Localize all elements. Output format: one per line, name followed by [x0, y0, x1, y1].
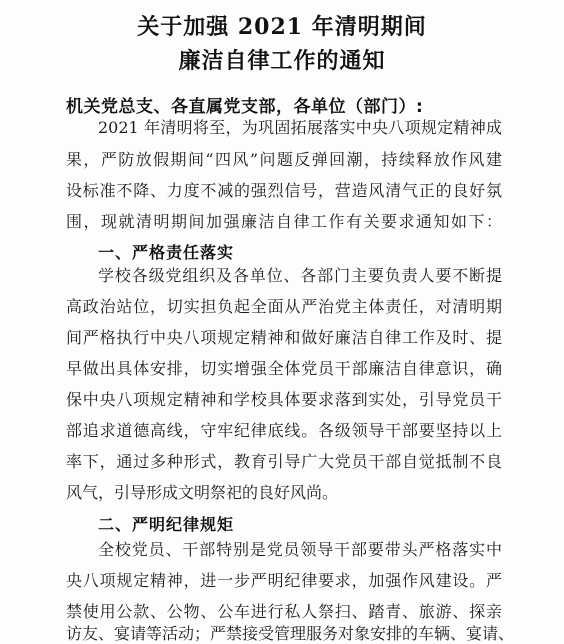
section-line: 央八项规定精神，进一步严明纪律要求，加强作风建设。严	[66, 571, 502, 590]
document-title-line-2: 廉洁自律工作的通知	[178, 48, 386, 74]
section-line: 早做出具体安排，切实增强全体党员干部廉洁自律意识，确	[66, 359, 502, 378]
section-line: 风气，引导形成文明祭祀的良好风尚。	[66, 483, 339, 502]
intro-line: 2021 年清明将至，为巩固拓展落实中央八项规定精神成	[98, 118, 502, 137]
section-line: 部追求道德高线，守牢纪律底线。各级领导干部要坚持以上	[66, 421, 502, 440]
section-line: 学校各级党组织及各单位、各部门主要负责人要不断提	[98, 266, 502, 285]
intro-line: 果，严防放假期间“四风”问题反弹回潮，持续释放作风建	[66, 150, 502, 169]
section-heading: 一、严格责任落实	[98, 243, 235, 262]
section-line: 高政治站位，切实担负起全面从严治党主体责任，对清明期	[66, 297, 502, 316]
section-line: 率下，通过多种形式，教育引导广大党员干部自觉抵制不良	[66, 452, 502, 471]
section-line: 访友、宴请等活动；严禁接受管理服务对象安排的车辆、宴请、	[66, 624, 515, 643]
section-line: 间严格执行中央八项规定精神和做好廉洁自律工作及时、提	[66, 328, 502, 347]
section-line: 禁使用公款、公物、公车进行私人祭扫、踏青、旅游、探亲	[66, 602, 502, 621]
intro-line: 围，现就清明期间加强廉洁自律工作有关要求通知如下：	[66, 212, 502, 231]
section-heading: 二、严明纪律规矩	[98, 515, 235, 534]
document-title-line-1: 关于加强 2021 年清明期间	[137, 14, 427, 40]
section-line: 保中央八项规定精神和学校具体要求落到实处，引导党员干	[66, 390, 502, 409]
section-line: 全校党员、干部特别是党员领导干部要带头严格落实中	[98, 540, 502, 559]
intro-line: 设标准不降、力度不减的强烈信号，营造风清气正的良好氛	[66, 181, 502, 200]
salutation: 机关党总支、各直属党支部，各单位（部门）:	[66, 97, 424, 117]
